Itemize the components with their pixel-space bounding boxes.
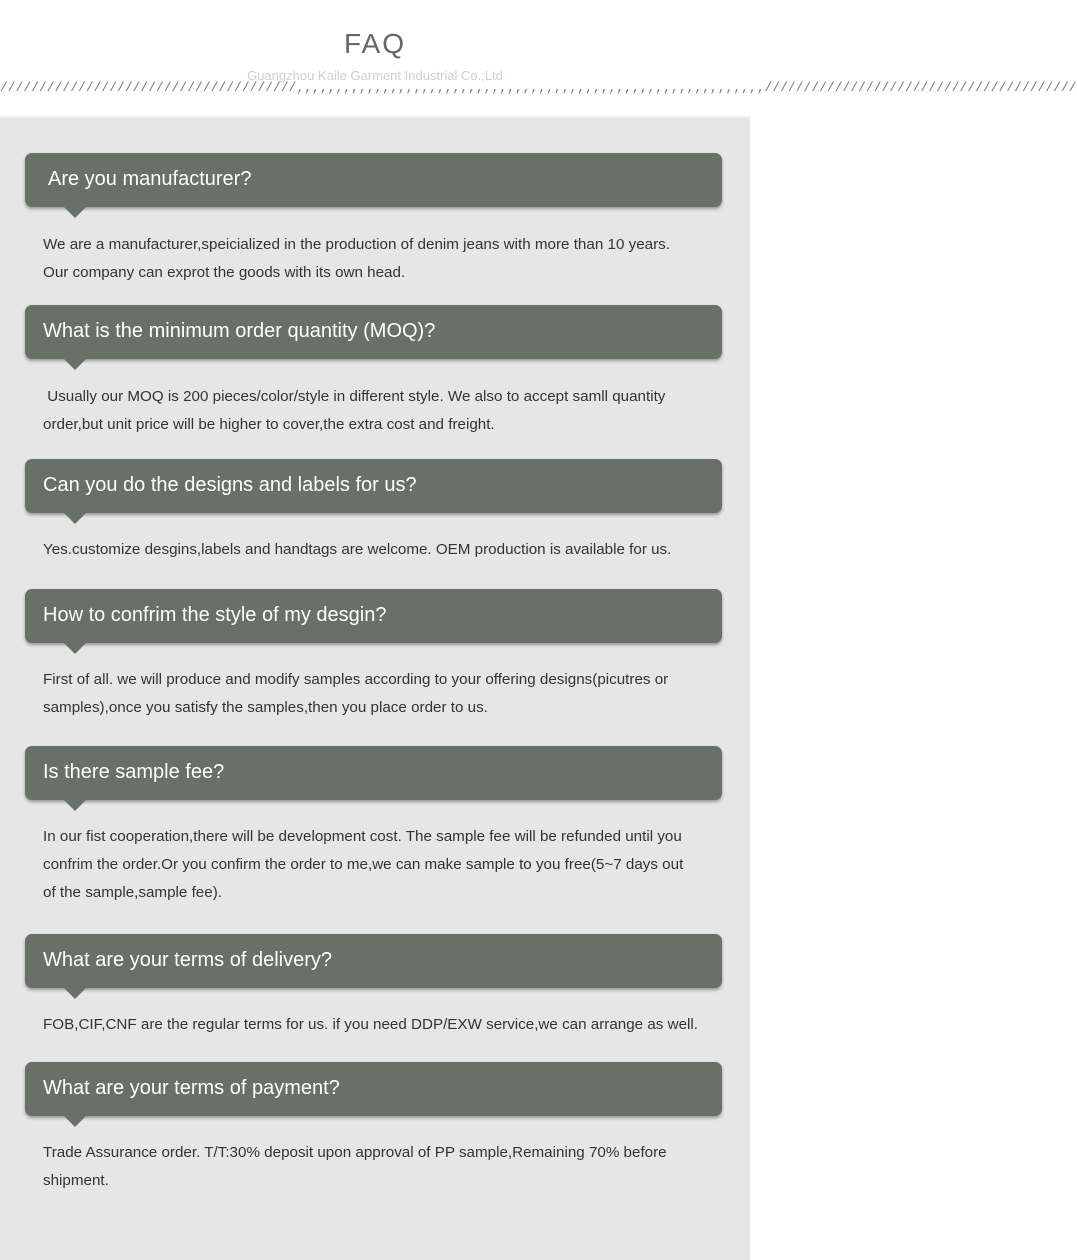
faq-answer bbox=[43, 666, 743, 722]
faq-answer bbox=[43, 536, 743, 564]
company-name: Guangzhou Kaile Garment Industrial Co.;Ltd bbox=[247, 68, 503, 83]
answer-line: confrim the order.Or you confirm the order to me,we can make sample to you free(5~7 days out bbox=[43, 856, 684, 873]
faq-question: What is the minimum order quantity (MOQ)? bbox=[43, 320, 436, 342]
faq-question-box bbox=[25, 746, 722, 800]
faq-section bbox=[0, 116, 750, 1260]
answer-line: Trade Assurance order. T/T:30% deposit upon approval of PP sample,Remaining 70% before bbox=[43, 1144, 667, 1161]
faq-question: Are you manufacturer? bbox=[48, 168, 252, 190]
faq-question: What are your terms of payment? bbox=[43, 1077, 340, 1099]
faq-question-box bbox=[25, 589, 722, 643]
answer-line: Our company can exprot the goods with its own head. bbox=[43, 264, 406, 281]
answer-line: samples),once you satisfy the samples,then you place order to us. bbox=[43, 699, 488, 716]
header bbox=[0, 0, 1077, 116]
faq-question-box bbox=[25, 459, 722, 513]
answer-line: First of all. we will produce and modify samples according to your offering designs(picutres or bbox=[43, 671, 669, 688]
answer-line: Usually our MOQ is 200 pieces/color/style in different style. We also to accept samll quantity bbox=[43, 388, 666, 405]
answer-line: of the sample,sample fee). bbox=[43, 884, 222, 901]
decorative-divider: //////////////////////////////////////,,,,,,,,,,,,,,,,,,,,,,,,,,,,,,,,,,,,,,,,,,,,,,,,,,,,,,,,,,,,//////////////////////////////////////// bbox=[0, 80, 1077, 95]
faq-question-box bbox=[25, 305, 722, 359]
faq-answer bbox=[43, 1011, 749, 1039]
faq-question-box bbox=[25, 1062, 722, 1116]
faq-question: Is there sample fee? bbox=[43, 761, 225, 783]
answer-line: FOB,CIF,CNF are the regular terms for us. if you need DDP/EXW service,we can arrange as well. bbox=[43, 1016, 698, 1033]
faq-question-box bbox=[25, 934, 722, 988]
page-title: FAQ bbox=[343, 28, 406, 59]
faq-question: Can you do the designs and labels for us? bbox=[43, 474, 417, 496]
answer-line: order,but unit price will be higher to cover,the extra cost and freight. bbox=[43, 416, 495, 433]
answer-line: Yes.customize desgins,labels and handtags are welcome. OEM production is available for us. bbox=[43, 541, 672, 558]
faq-question: What are your terms of delivery? bbox=[43, 949, 332, 971]
faq-answer bbox=[43, 1139, 743, 1195]
answer-line: We are a manufacturer,speicialized in the production of denim jeans with more than 10 years. bbox=[43, 236, 670, 253]
answer-line: In our fist cooperation,there will be development cost. The sample fee will be refunded until you bbox=[43, 828, 682, 845]
faq-answer bbox=[43, 823, 743, 907]
faq-answer bbox=[43, 231, 743, 287]
answer-line: shipment. bbox=[43, 1172, 109, 1189]
faq-answer bbox=[43, 383, 743, 439]
faq-question-box bbox=[25, 153, 722, 207]
faq-question: How to confrim the style of my desgin? bbox=[43, 604, 387, 626]
